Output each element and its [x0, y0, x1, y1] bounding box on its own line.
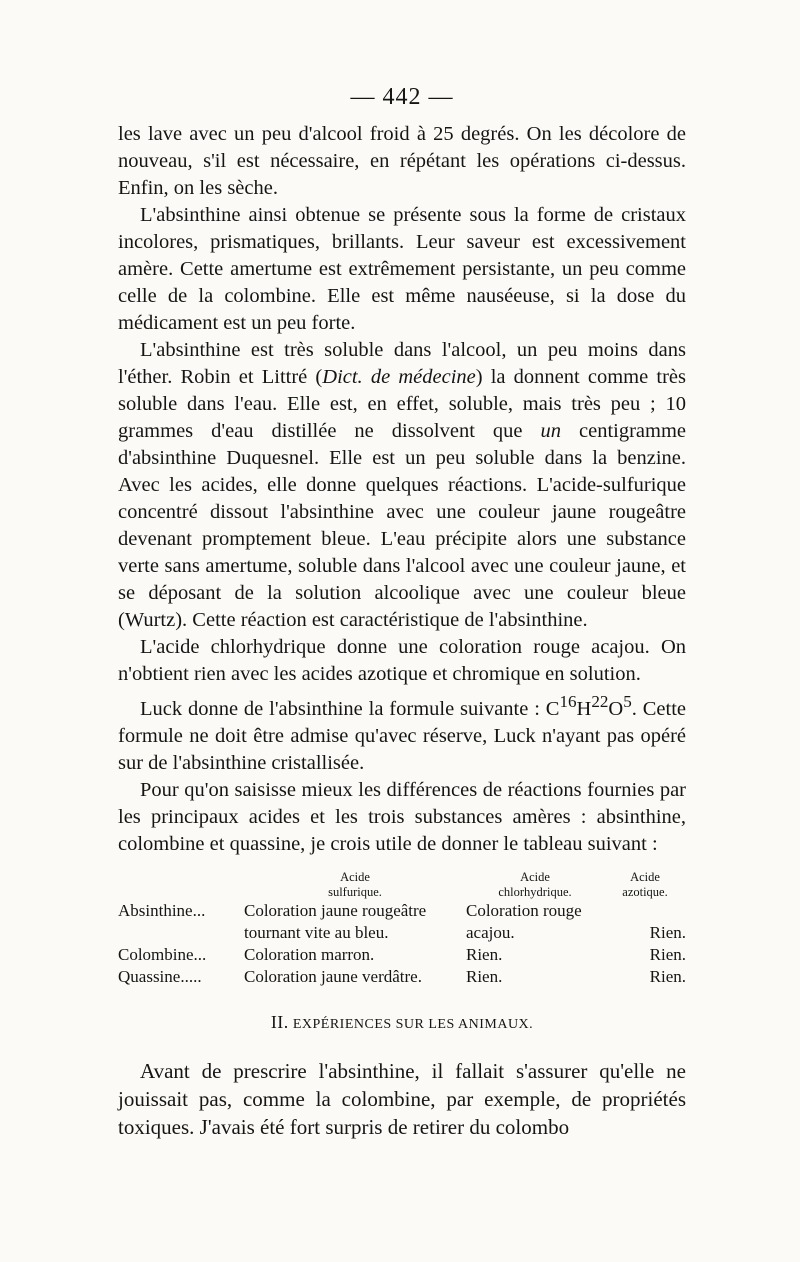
- cell-chlorhydrique: Coloration rouge: [466, 900, 582, 920]
- section-number: II.: [270, 1011, 289, 1032]
- page-number: — 442 —: [350, 84, 454, 110]
- formula-end: .: [631, 697, 637, 720]
- paragraph-6: Pour qu'on saisisse mieux les différences de réactions fournies par les principaux acides et les trois substances amères : absinthine, colombine et quassine, je crois utile de donner le tableau suivant :: [118, 778, 686, 855]
- cell-sulfurique: Coloration jaune verdâtre.: [244, 966, 422, 986]
- reactions-table: [118, 870, 686, 988]
- cell-sulfurique: Coloration marron.: [244, 944, 375, 964]
- header-sulfurique: [244, 870, 466, 900]
- header-line: azotique.: [622, 884, 668, 899]
- table-row: [118, 966, 686, 988]
- formula-sup-o: 5: [623, 692, 632, 711]
- formula-intro: Luck donne de l'absinthine la formule suivante : C: [140, 697, 560, 720]
- cell-azotique: Rien.: [649, 966, 686, 986]
- formula-sup-h: 22: [591, 692, 609, 711]
- header-azotique: [604, 870, 686, 900]
- section-heading: [118, 1012, 686, 1033]
- formula-sup-c: 16: [559, 692, 577, 711]
- paragraph-3-text-a: L'absinthine est très soluble dans l'alcool, un peu moins dans l'éther. Robin et Littré (: [118, 339, 686, 388]
- table-row: [118, 922, 686, 944]
- header-line: Acide: [630, 869, 660, 884]
- row-substance: Colombine...: [118, 944, 207, 964]
- paragraph-3: [118, 337, 686, 634]
- paragraph-5-rest: Cette formule ne doit être admise qu'avec réserve, Luck n'ayant pas opéré sur de l'absinthine cristallisée.: [118, 697, 687, 774]
- paragraph-1: les lave avec un peu d'alcool froid à 25 degrés. On les décolore de nouveau, s'il est nécessaire, en répétant les opérations ci-dessus. Enfin, on les sèche.: [118, 123, 686, 199]
- section-title: EXPÉRIENCES SUR LES ANIMAUX.: [292, 1016, 534, 1032]
- table-row: [118, 900, 686, 922]
- paragraph-3-text-b: ) la donnent comme très soluble dans l'eau. Elle est, en effet, soluble, mais très peu ; 10 grammes d'eau distillée ne dissolvent que: [118, 366, 686, 442]
- cell-sulfurique: Coloration jaune rougeâtre: [244, 900, 427, 920]
- cell-azotique: [604, 900, 686, 922]
- cell-azotique: Rien.: [649, 944, 686, 964]
- paragraph-5: [118, 688, 686, 777]
- header-line: Acide: [340, 869, 370, 884]
- paragraph-final: Avant de prescrire l'absinthine, il fallait s'assurer qu'elle ne jouissait pas, comme la colombine, par exemple, de propriétés toxiques. J'avais été fort surpris de retirer du colombo: [118, 1058, 686, 1139]
- formula-o: O: [608, 697, 624, 720]
- header-line: sulfurique.: [328, 884, 382, 899]
- header-line: Acide: [520, 869, 550, 884]
- paragraph-3-text-c: centigramme d'absinthine Duquesnel. Elle est un peu soluble dans la benzine. Avec les acides, elle donne quelques réactions. L'acide-sulfurique concentré dissout l'absinthine avec une couleur jaune rougeâtre devenant promptement bleue. L'eau précipite alors une substance verte sans amertume, soluble dans l'alcool avec une couleur jaune, et se déposant de la solution alcoolique avec une couleur bleue (Wurtz). Cette réaction est caractéristique de l'absinthine.: [118, 420, 686, 631]
- cell-chlorhydrique: Rien.: [466, 966, 503, 986]
- paragraph-4: L'acide chlorhydrique donne une coloration rouge acajou. On n'obtient rien avec les acides azotique et chromique en solution.: [118, 636, 686, 685]
- cell-azotique: Rien.: [649, 922, 686, 942]
- row-substance: [118, 922, 244, 944]
- row-substance: Absinthine...: [118, 900, 206, 920]
- table-row: [118, 944, 686, 966]
- cell-chlorhydrique: acajou.: [466, 922, 515, 942]
- table-header: [118, 870, 686, 900]
- italic-un: un: [540, 420, 561, 442]
- book-page: [118, 84, 686, 1141]
- paragraph-2: L'absinthine ainsi obtenue se présente sous la forme de cristaux incolores, prismatiques, brillants. Leur saveur est excessivement amère. Cette amertume est extrêmement persistante, un peu comme celle de la colombine. Elle est même nauséeuse, si la dose du médicament est un peu forte.: [118, 204, 686, 334]
- header-chlorhydrique: [466, 870, 604, 900]
- row-substance: Quassine.....: [118, 966, 202, 986]
- cell-sulfurique: tournant vite au bleu.: [244, 922, 389, 942]
- dictionary-title: Dict. de médecine: [322, 366, 476, 388]
- header-line: chlorhydrique.: [498, 884, 572, 899]
- formula-h: H: [576, 697, 592, 720]
- cell-chlorhydrique: Rien.: [466, 944, 503, 964]
